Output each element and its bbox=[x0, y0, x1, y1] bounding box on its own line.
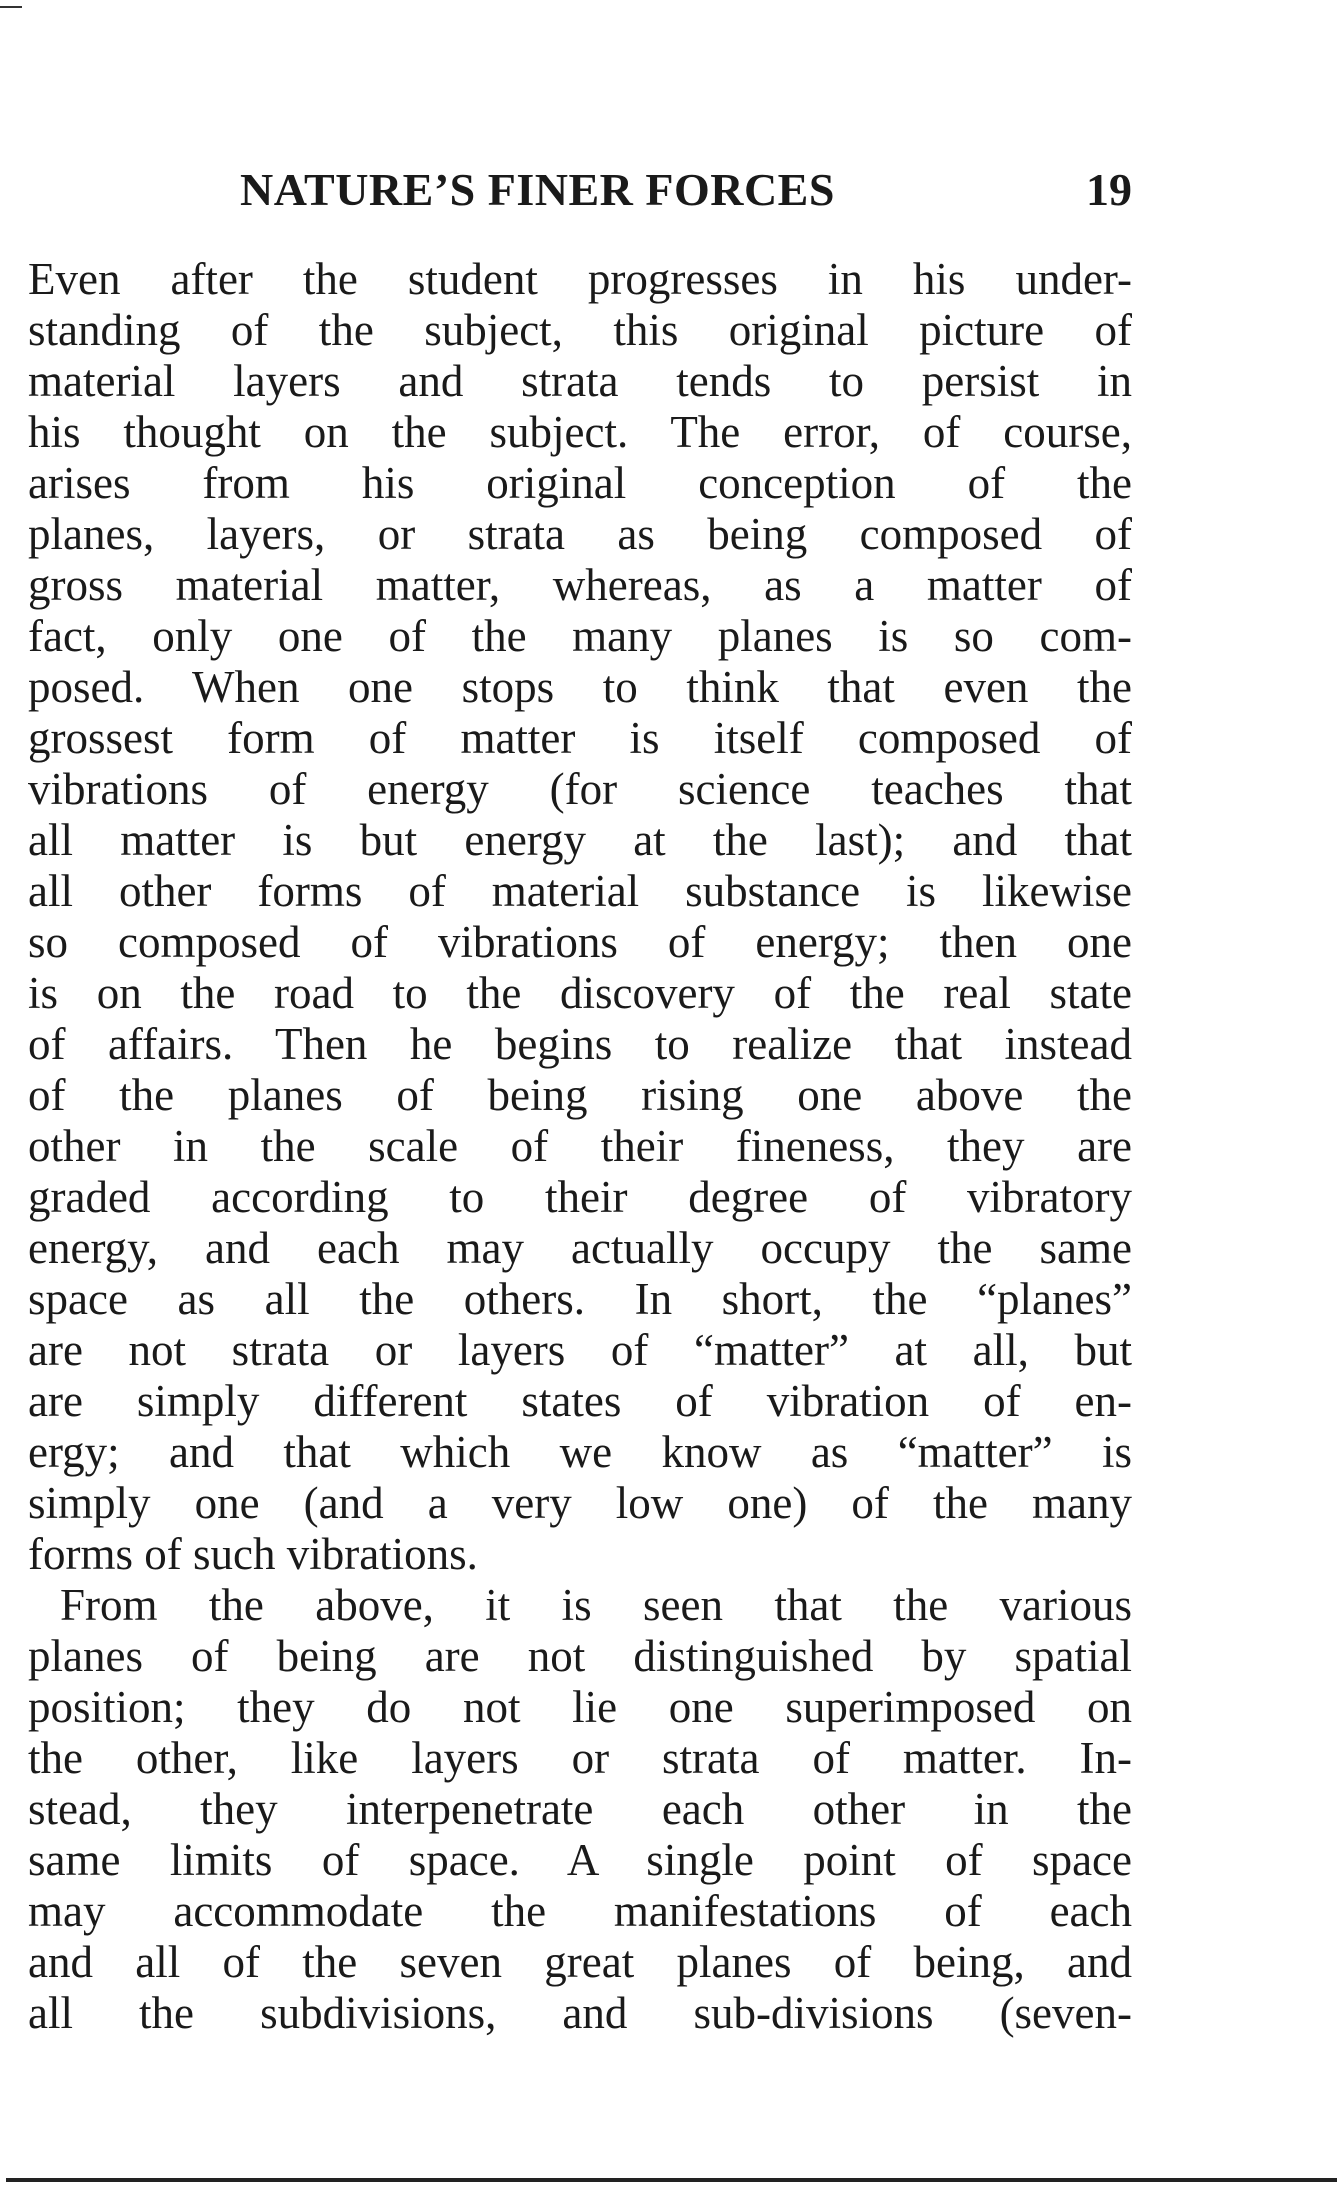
text-line: posed. When one stops to think that even the bbox=[28, 662, 1132, 712]
running-head bbox=[240, 160, 1132, 220]
paragraph-1 bbox=[28, 254, 1132, 1580]
text-line: arises from his original conception of the bbox=[28, 458, 1132, 508]
text-line: all matter is but energy at the last); and that bbox=[28, 815, 1132, 865]
text-line: of affairs. Then he begins to realize that instead bbox=[28, 1019, 1132, 1069]
text-line: material layers and strata tends to persist in bbox=[28, 356, 1132, 406]
scan-mark bbox=[0, 6, 22, 8]
text-line: all the subdivisions, and sub-divisions (seven- bbox=[28, 1988, 1132, 2038]
text-line: are simply different states of vibration of en- bbox=[28, 1376, 1132, 1426]
text-line: space as all the others. In short, the “planes” bbox=[28, 1274, 1132, 1324]
text-line: may accommodate the manifestations of each bbox=[28, 1886, 1132, 1936]
text-line: position; they do not lie one superimposed on bbox=[28, 1682, 1132, 1732]
bottom-rule bbox=[6, 2178, 1337, 2182]
text-line: other in the scale of their fineness, they are bbox=[28, 1121, 1132, 1171]
text-line: the other, like layers or strata of matter. In- bbox=[28, 1733, 1132, 1783]
text-line: vibrations of energy (for science teaches that bbox=[28, 764, 1132, 814]
text-line: fact, only one of the many planes is so com- bbox=[28, 611, 1132, 661]
text-line: graded according to their degree of vibratory bbox=[28, 1172, 1132, 1222]
running-title: NATURE’S FINER FORCES bbox=[240, 164, 835, 215]
paragraph-2 bbox=[28, 1580, 1132, 2039]
text-line: Even after the student progresses in his under- bbox=[28, 254, 1132, 304]
text-line: planes of being are not distinguished by spatial bbox=[28, 1631, 1132, 1681]
page-number: 19 bbox=[1086, 164, 1132, 215]
text-line: grossest form of matter is itself composed of bbox=[28, 713, 1132, 763]
text-line: energy, and each may actually occupy the same bbox=[28, 1223, 1132, 1273]
text-line: all other forms of material substance is likewise bbox=[28, 866, 1132, 916]
text-line: planes, layers, or strata as being composed of bbox=[28, 509, 1132, 559]
text-line: stead, they interpenetrate each other in the bbox=[28, 1784, 1132, 1834]
text-line: so composed of vibrations of energy; then one bbox=[28, 917, 1132, 967]
text-line: From the above, it is seen that the various bbox=[60, 1580, 1132, 1630]
text-line: his thought on the subject. The error, of course, bbox=[28, 407, 1132, 457]
text-line: simply one (and a very low one) of the many bbox=[28, 1478, 1132, 1528]
text-line: is on the road to the discovery of the real state bbox=[28, 968, 1132, 1018]
text-line: are not strata or layers of “matter” at all, but bbox=[28, 1325, 1132, 1375]
text-line: and all of the seven great planes of being, and bbox=[28, 1937, 1132, 1987]
text-line: forms of such vibrations. bbox=[28, 1529, 478, 1579]
text-line: ergy; and that which we know as “matter” is bbox=[28, 1427, 1132, 1477]
text-line: standing of the subject, this original picture of bbox=[28, 305, 1132, 355]
text-line: of the planes of being rising one above the bbox=[28, 1070, 1132, 1120]
body-text bbox=[28, 254, 1132, 2039]
text-line: gross material matter, whereas, as a matter of bbox=[28, 560, 1132, 610]
text-line: same limits of space. A single point of space bbox=[28, 1835, 1132, 1885]
